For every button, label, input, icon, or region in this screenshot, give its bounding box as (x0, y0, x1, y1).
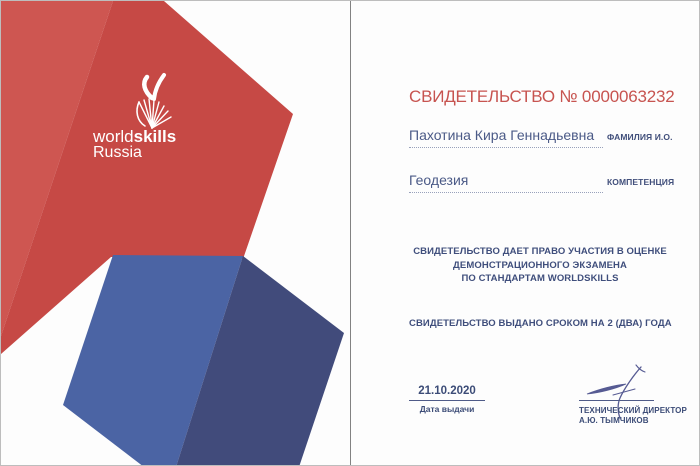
certificate-title (409, 87, 675, 107)
competence-label: КОМПЕТЕНЦИЯ (607, 177, 675, 187)
name-field-row (409, 127, 671, 148)
issue-date-label: Дата выдачи (419, 404, 475, 414)
competence-value: Геодезия (409, 172, 603, 193)
signatory-role: ТЕХНИЧЕСКИЙ ДИРЕКТОР (579, 406, 687, 415)
statement-line-3: ПО СТАНДАРТАМ WORLDSKILLS (461, 273, 619, 284)
panel-divider-line (350, 1, 351, 466)
issue-date-block (409, 385, 485, 414)
validity-statement: СВИДЕТЕЛЬСТВО ВЫДАНО СРОКОМ НА 2 (ДВА) ГОДА (409, 318, 672, 329)
holder-name-value: Пахотина Кира Геннадьевна (409, 127, 603, 148)
statement-paragraph (409, 245, 671, 286)
competence-field-row (409, 172, 675, 193)
certificate-title-word: СВИДЕТЕЛЬСТВО (409, 87, 555, 106)
logo-world: world (93, 127, 134, 146)
worldskills-logo (93, 128, 176, 162)
signatory-block (579, 400, 687, 426)
certificate-number: № 0000063232 (559, 87, 675, 106)
logo-skills: skills (133, 127, 177, 146)
statement-line-2: ДЕМОНСТРАЦИОННОГО ЭКЗАМЕНА (453, 259, 627, 271)
decorative-cubes (1, 1, 350, 466)
logo-country: Russia (93, 144, 142, 161)
holder-name-label: ФАМИЛИЯ И.О. (607, 132, 673, 142)
issue-date-value: 21.10.2020 (409, 385, 485, 401)
statement-line-1: СВИДЕТЕЛЬСТВО ДАЕТ ПРАВО УЧАСТИЯ В ОЦЕНКЕ (413, 246, 667, 257)
signatory-name: А.Ю. ТЫМЧИКОВ (579, 416, 649, 425)
